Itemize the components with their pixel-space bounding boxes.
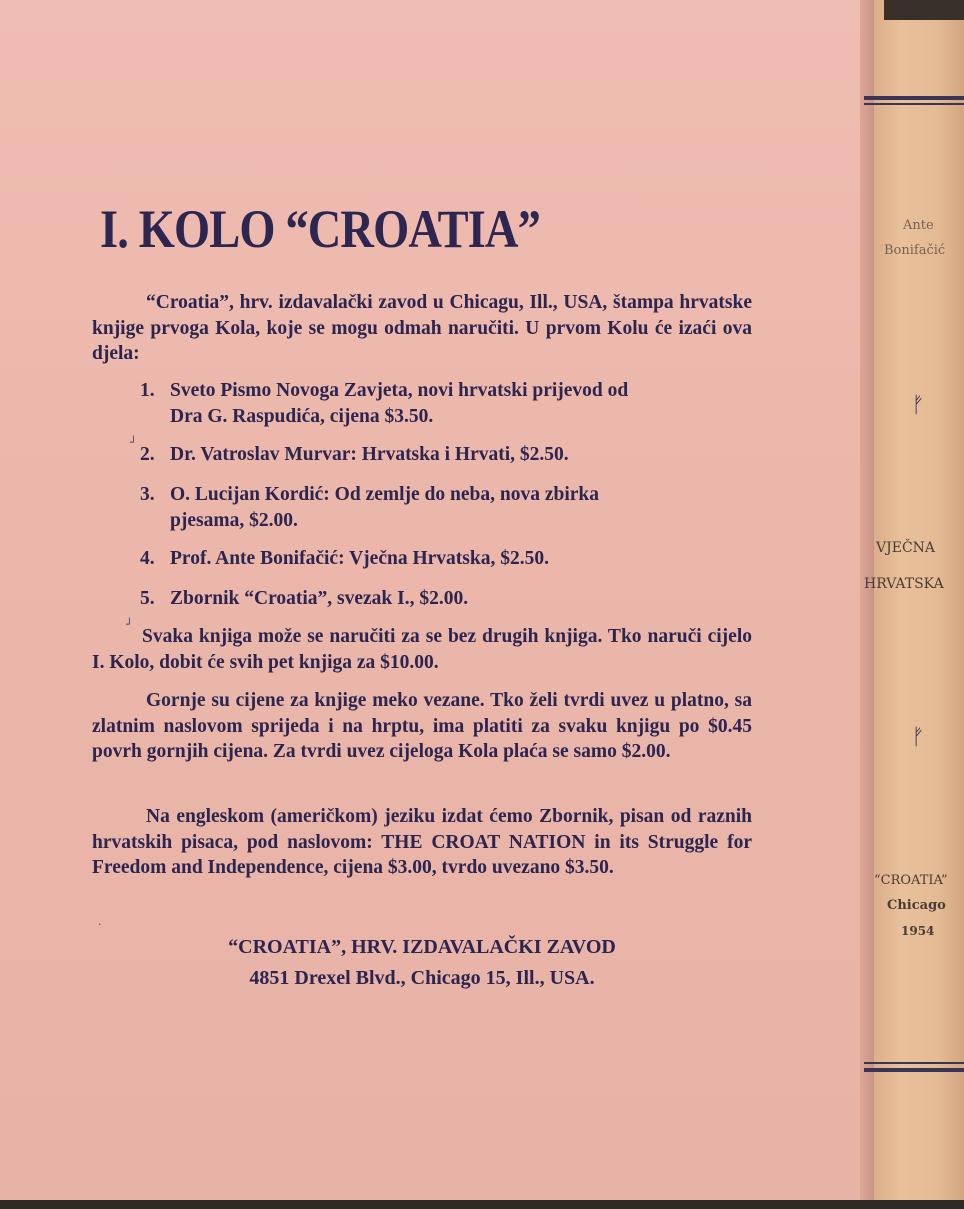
ornament-icon: ᚠ︎ — [911, 393, 925, 418]
pencil-mark: · — [98, 918, 102, 931]
spine-rule-bottom — [864, 1068, 964, 1072]
list-number: 2. — [140, 444, 155, 465]
page-title: I. KOLO “CROATIA” — [100, 199, 540, 259]
list-text: Prof. Ante Bonifačić: Vječna Hrvatska, $2.50. — [170, 548, 549, 569]
spine-top-shadow — [884, 0, 964, 20]
list-number: 1. — [140, 380, 155, 401]
list-item — [140, 442, 758, 468]
binding-text: Gornje su cijene za knjige meko vezane. Tko želi tvrdi uvez u platno, sa zlatnim naslovom sprijeda i na hrptu, ima platiti za svaku knjigu po $0.45 povrh gornjih cijena. Za tvrdi uvez cijeloga Kola plaća se samo $2.00. — [92, 690, 752, 762]
list-number: 3. — [140, 484, 155, 505]
english-edition-text: Na engleskom (američkom) jeziku izdat ćemo Zbornik, pisan od raznih hrvatskih pisaca, pod naslovom: THE CROAT NATION in its Struggle for Freedom and Independence, cijena $3.00, tvrdo uvezano $3.50. — [92, 806, 752, 878]
binding-paragraph — [92, 688, 752, 765]
bottom-shadow — [0, 1200, 964, 1209]
list-item — [140, 586, 758, 612]
list-text: Dr. Vatroslav Murvar: Hrvatska i Hrvati, $2.50. — [170, 444, 569, 465]
spine-rule-top-thin — [864, 103, 964, 105]
publisher-address: 4851 Drexel Blvd., Chicago 15, Ill., USA. — [249, 967, 595, 989]
list-item — [140, 546, 758, 572]
list-text-cont: pjesama, $2.00. — [170, 509, 298, 531]
spine-title-line1: VJEČNA — [876, 540, 936, 556]
spine-city: Chicago — [887, 898, 946, 913]
intro-text: “Croatia”, hrv. izdavalački zavod u Chicagu, Ill., USA, štampa hrvatske knjige prvoga Kola, koje se mogu odmah naručiti. U prvom Kolu će izaći ova djela: — [92, 292, 752, 364]
spine-publisher: “CROATIA” — [874, 873, 948, 888]
intro-paragraph — [92, 290, 752, 367]
ornament-icon: ᚠ︎ — [911, 725, 925, 750]
book-spine — [874, 0, 964, 1209]
list-text: Zbornik “Croatia”, svezak I., $2.00. — [170, 588, 469, 609]
publisher-name: “CROATIA”, HRV. IZDAVALAČKI ZAVOD — [228, 936, 616, 958]
spine-author-last: Bonifačić — [884, 243, 946, 258]
spine-title-line2: HRVATSKA — [864, 576, 944, 592]
spine-rule-top — [864, 96, 964, 100]
pencil-mark: ┘ — [130, 436, 137, 449]
list-number: 5. — [140, 588, 155, 609]
spine-author-first: Ante — [903, 218, 934, 233]
publisher-footer — [88, 932, 756, 994]
list-item — [140, 378, 758, 429]
list-text: O. Lucijan Kordić: Od zemlje do neba, nova zbirka — [170, 484, 599, 505]
single-order-text: Svaka knjiga može se naručiti za se bez drugih knjiga. Tko naruči cijelo I. Kolo, dobit će svih pet knjiga za $10.00. — [92, 626, 752, 673]
english-edition-paragraph — [92, 804, 752, 881]
list-text-cont: Dra G. Raspudića, cijena $3.50. — [170, 405, 434, 427]
list-item — [140, 482, 758, 533]
list-text: Sveto Pismo Novoga Zavjeta, novi hrvatski prijevod od — [170, 380, 629, 401]
spine-rule-bottom-thin — [864, 1062, 964, 1064]
list-number: 4. — [140, 548, 155, 569]
cover-edge — [860, 0, 874, 1209]
spine-year: 1954 — [901, 924, 935, 938]
pencil-mark: ┘ — [126, 618, 133, 631]
single-order-paragraph — [92, 624, 752, 675]
